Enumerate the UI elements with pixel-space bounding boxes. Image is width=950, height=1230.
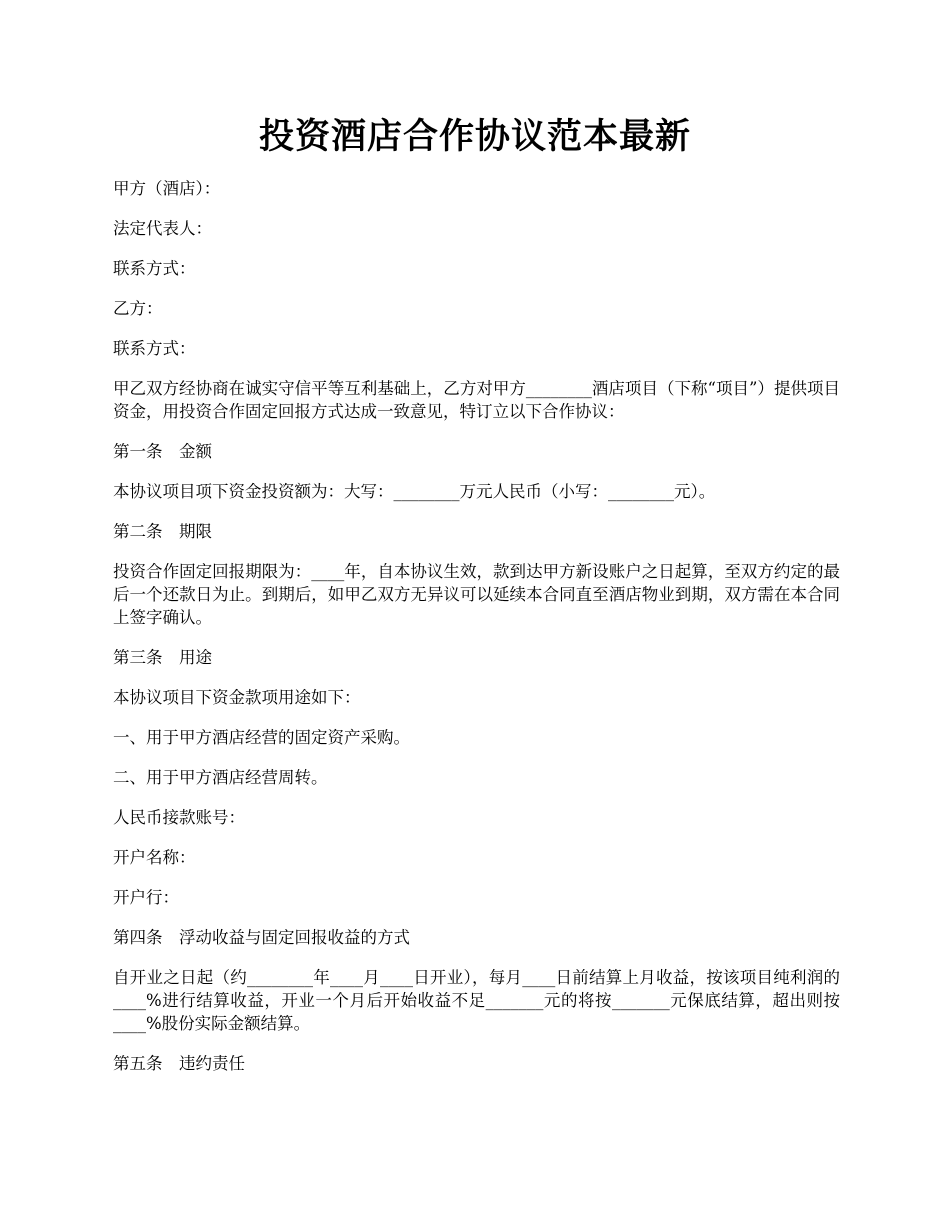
article-3-heading: 第三条 用途 [113, 648, 212, 667]
party-a-contact-line: 联系方式： [113, 259, 196, 278]
article-4-heading: 第四条 浮动收益与固定回报收益的方式 [113, 928, 410, 947]
article-1-text: 本协议项目项下资金投资额为：大写：________万元人民币（小写：________元）。 [113, 482, 716, 501]
article-3-text: 本协议项目下资金款项用途如下： [113, 688, 361, 707]
legal-representative-line: 法定代表人： [113, 219, 212, 238]
article-5-heading: 第五条 违约责任 [113, 1054, 245, 1073]
article-1-heading: 第一条 金额 [113, 442, 212, 461]
document-body [113, 177, 840, 1092]
document-title: 投资酒店合作协议范本最新 [258, 116, 691, 157]
usage-item-2: 二、用于甲方酒店经营周转。 [113, 768, 328, 787]
account-number-line: 人民币接款账号： [113, 808, 245, 827]
bank-line: 开户行： [113, 888, 179, 907]
article-2-heading: 第二条 期限 [113, 522, 212, 541]
party-b-contact-line: 联系方式： [113, 339, 196, 358]
article-4-text: 自开业之日起（约________年____月____日开业），每月____日前结算上月收益，按该项目纯利润的____%进行结算收益，开业一个月后开始收益不足_______元的将按_______元保底结算，超出则按____%股份实际金额结算。 [113, 968, 840, 1033]
party-a-line: 甲方（酒店）： [113, 179, 221, 198]
article-2-text: 投资合作固定回报期限为：____年，自本协议生效，款到达甲方新设账户之日起算，至双方约定的最后一个还款日为止。到期后，如甲乙双方无异议可以延续本合同直至酒店物业到期，双方需在本合同上签字确认。 [113, 562, 840, 627]
account-name-line: 开户名称： [113, 848, 196, 867]
preamble-paragraph: 甲乙双方经协商在诚实守信平等互利基础上，乙方对甲方________酒店项目（下称“项目”）提供项目资金，用投资合作固定回报方式达成一致意见，特订立以下合作协议： [113, 379, 840, 421]
party-b-line: 乙方： [113, 299, 163, 318]
usage-item-1: 一、用于甲方酒店经营的固定资产采购。 [113, 728, 410, 747]
